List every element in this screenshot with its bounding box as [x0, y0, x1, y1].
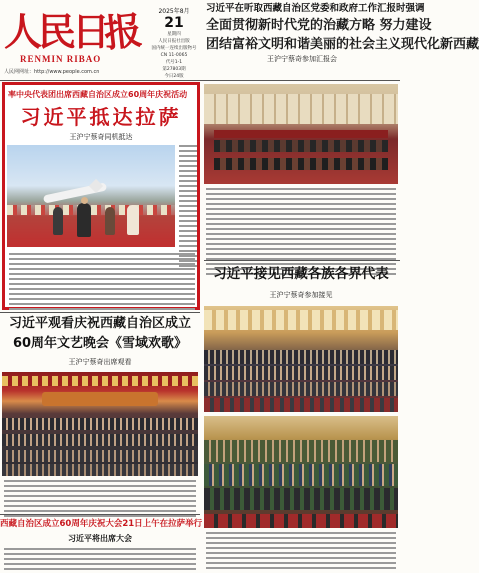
arrival-story-box[interactable]: [2, 82, 200, 310]
arrival-body-text: [9, 253, 195, 313]
newspaper-logo[interactable]: 人 民 日 报: [4, 7, 145, 56]
gala-photo[interactable]: [2, 372, 198, 476]
briefing-photo[interactable]: [204, 84, 398, 184]
issue-day: 21: [164, 15, 184, 31]
issue-date-block: [148, 6, 200, 80]
lead-headline-line: 全面贯彻新时代党的治藏方略 努力建设: [206, 18, 432, 33]
info-line: 第27803期: [162, 67, 186, 72]
info-line: 代号1-1: [165, 60, 183, 65]
gala-subtitle: 王沪宁蔡奇出席观看: [68, 358, 132, 366]
section-divider: [0, 312, 200, 313]
military-reception-photo[interactable]: [204, 416, 398, 528]
section-divider: [0, 514, 200, 515]
issue-year-month: 2025年8月: [158, 8, 190, 15]
website-url[interactable]: 人民网网址：http://www.people.com.cn: [4, 69, 100, 75]
lead-kicker: 习近平在听取西藏自治区党委和政府工作汇报时强调: [206, 3, 425, 14]
lead-headline-line: 团结富裕文明和谐美丽的社会主义现代化新西藏: [206, 37, 479, 52]
info-line: 人民日报社出版: [158, 39, 190, 44]
section-divider: [204, 260, 400, 261]
info-line: 国内统一连续出版物号: [151, 46, 197, 51]
reception-photo[interactable]: [204, 306, 398, 412]
arrival-kicker: 率中央代表团出席西藏自治区成立60周年庆祝活动: [8, 90, 188, 99]
masthead-divider: [0, 80, 400, 81]
arrival-side-text: [179, 145, 197, 270]
ceremony-subtitle: 习近平将出席大会: [68, 534, 132, 543]
arrival-subtitle: 王沪宁蔡奇同机抵达: [69, 133, 133, 141]
reception-body-text: [206, 532, 396, 572]
masthead: [0, 0, 479, 80]
arrival-photo[interactable]: [7, 145, 175, 247]
ceremony-headline[interactable]: 西藏自治区成立60周年庆祝大会21日上午在拉萨举行: [0, 519, 203, 529]
arrival-headline: 习近平抵达拉萨: [20, 105, 182, 129]
info-line: 今日24版: [164, 74, 184, 79]
lead-subtitle: 王沪宁蔡奇参加汇报会: [267, 55, 337, 63]
gala-headline-line2[interactable]: 60周年文艺晚会《雪域欢歌》: [12, 336, 188, 351]
info-line: CN 11-0065: [160, 53, 188, 58]
latin-name: RENMIN RIBAO: [20, 54, 102, 64]
gala-headline-line1[interactable]: 习近平观看庆祝西藏自治区成立: [8, 316, 191, 331]
reception-subtitle: 王沪宁蔡奇参加接见: [269, 291, 333, 299]
ceremony-body-text: [4, 548, 196, 573]
issue-weekday: 星期四: [167, 32, 181, 37]
lead-story-headline[interactable]: [206, 2, 479, 65]
reception-headline[interactable]: 习近平接见西藏各族各界代表: [213, 266, 389, 282]
